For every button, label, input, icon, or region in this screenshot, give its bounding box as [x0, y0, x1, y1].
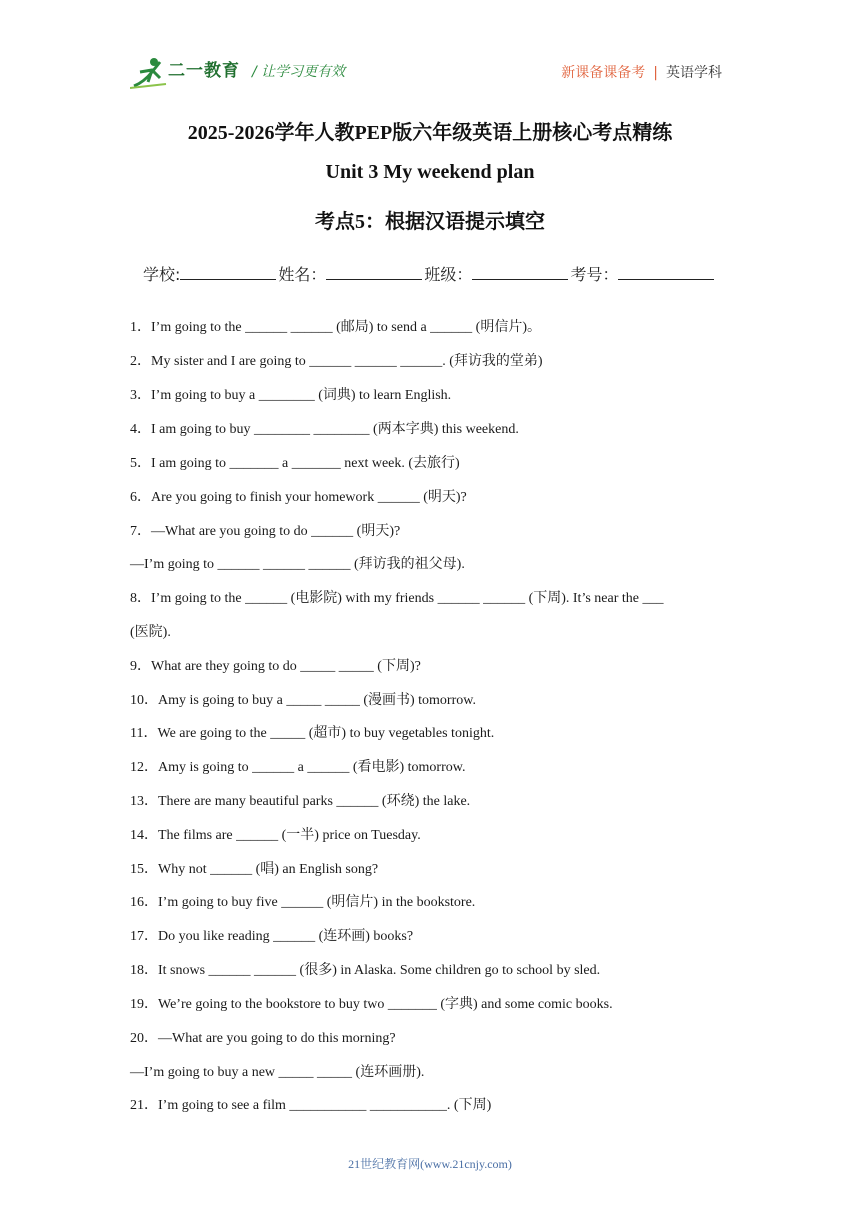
name-label: 姓名： [278, 265, 327, 284]
page-title: 2025-2026学年人教PEP版六年级英语上册核心考点精练 [187, 122, 673, 144]
question-item: 5．I am going to _______ a _______ next week. (去旅行) [130, 456, 460, 471]
question-item: 18．It snows ______ ______ (很多) in Alaska. Some children go to school by sled. [130, 963, 601, 978]
question-item: 15．Why not ______ (唱) an English song? [130, 862, 379, 877]
unit-title: Unit 3 My weekend plan [325, 161, 535, 183]
class-blank[interactable] [472, 263, 568, 280]
header-separator: | [653, 65, 658, 81]
question-item: 19．We’re going to the bookstore to buy two _______ (字典) and some comic books. [130, 997, 613, 1012]
question-item: 14．The films are ______ (一半) price on Tuesday. [130, 828, 421, 843]
question-item: 1．I’m going to the ______ ______ (邮局) to send a ______ (明信片)。 [130, 320, 542, 335]
question-item: 6．Are you going to finish your homework ______ (明天)? [130, 490, 467, 505]
question-item: 13．There are many beautiful parks ______ (环绕) the lake. [130, 794, 471, 809]
question-item: 20．—What are you going to do this morning? [130, 1031, 396, 1046]
name-blank[interactable] [326, 263, 422, 280]
question-item: 21．I’m going to see a film ___________ ___________. (下周) [130, 1098, 492, 1113]
question-item: 3．I’m going to buy a ________ (词典) to learn English. [130, 388, 452, 403]
question-item: —I’m going to ______ ______ ______ (拜访我的祖父母). [130, 557, 465, 572]
question-item: 10．Amy is going to buy a _____ _____ (漫画书) tomorrow. [130, 693, 476, 708]
page-header [130, 52, 730, 92]
school-label: 学校: [143, 265, 181, 284]
class-label: 班级： [424, 265, 473, 284]
question-item: 2．My sister and I are going to ______ ______ ______. (拜访我的堂弟) [130, 354, 543, 369]
question-item: 11．We are going to the _____ (超市) to buy vegetables tonight. [130, 726, 495, 741]
number-blank[interactable] [618, 263, 714, 280]
number-label: 考号： [570, 265, 619, 284]
header-course-label: 新课备课备考 [561, 65, 646, 81]
logo-text: 二一教育 [168, 61, 240, 81]
question-item: (医院). [130, 625, 171, 640]
header-subject-label: 英语学科 [666, 65, 722, 81]
header-subject [561, 62, 722, 82]
question-item: 9．What are they going to do _____ _____ (下周)? [130, 659, 421, 674]
question-item: 7．—What are you going to do ______ (明天)? [130, 524, 401, 539]
question-item: 4．I am going to buy ________ ________ (两本字典) this weekend. [130, 422, 519, 437]
question-item: 17．Do you like reading ______ (连环画) books? [130, 929, 414, 944]
question-item: 16．I’m going to buy five ______ (明信片) in the bookstore. [130, 895, 476, 910]
student-info-row [143, 262, 716, 285]
page-footer: 21世纪教育网(www.21cnjy.com) [348, 1157, 512, 1171]
school-blank[interactable] [180, 263, 276, 280]
question-item: —I’m going to buy a new _____ _____ (连环画册). [130, 1065, 425, 1080]
question-item: 8．I’m going to the ______ (电影院) with my friends ______ ______ (下周). It’s near the ___ [130, 591, 664, 606]
topic-title: 考点5：根据汉语提示填空 [315, 211, 545, 233]
question-item: 12．Amy is going to ______ a ______ (看电影) tomorrow. [130, 760, 466, 775]
header-slogan: / 让学习更有效 [252, 64, 346, 80]
